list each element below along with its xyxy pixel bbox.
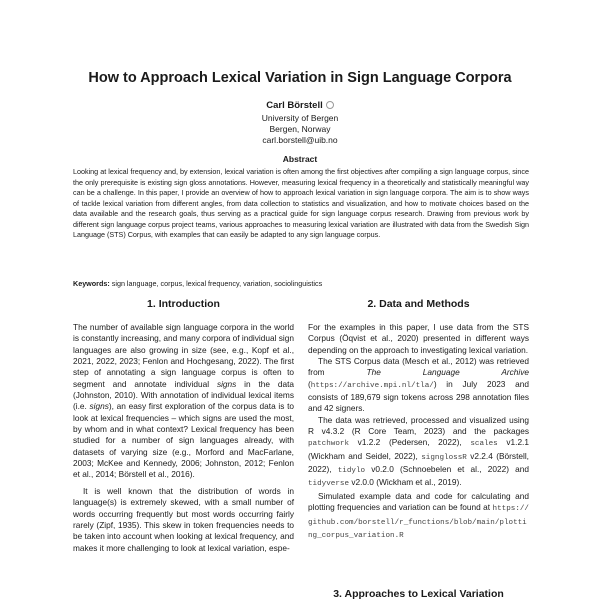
paper-title: How to Approach Lexical Variation in Sign Language Corpora [88, 70, 512, 86]
affiliation [0, 113, 600, 145]
abstract-heading: Abstract [282, 154, 318, 164]
data-paragraph-1: For the examples in this paper, I use data from the STS Corpus (Öqvist et al., 2020) presented in different ways depending on the approach to investigating lexical variation. [308, 322, 529, 355]
section-introduction-heading: 1. Introduction [147, 298, 220, 310]
orcid-icon[interactable] [326, 101, 334, 109]
data-paragraph-4: Simulated example data and code for calculating and plotting frequencies and variation can be found at https://github.com/borstell/r_functions/blob/main/plotting_corpus_variation.R [308, 490, 529, 540]
affiliation-email[interactable]: carl.borstell@uib.no [262, 134, 338, 145]
section-approaches-heading: 3. Approaches to Lexical Variation [333, 588, 504, 600]
abstract-text: Looking at lexical frequency and, by extension, lexical variation is often among the first objectives after compiling a sign language corpus, since the only prerequisite is existing sign gloss annotations. However, measuring lexical frequency in a theoretically and statistically meaningful way can be a challenge. In this paper, I provide an overview of how to approach lexical variation in sign language corpora. The aim is to show ways of tackle lexical variation from different angles, from data collection to statistics and visualization, and how to motivate choices based on the data available and the research goals, thus serving as a practical guide for sign language corpus research. Drawing from previous work by different sign language corpus project teams, various approaches to measuring lexical variation are illustrated with data from the Swedish Sign Language (STS) Corpus, with examples that can easily be adapted to any sign language corpus. [73, 167, 529, 239]
right-column [308, 322, 529, 542]
keywords [73, 279, 529, 288]
section-data-methods-heading: 2. Data and Methods [367, 298, 470, 310]
affiliation-location: Bergen, Norway [269, 123, 331, 134]
left-column [73, 322, 294, 554]
intro-paragraph-1: The number of available sign language corpora in the world is constantly increasing, and many corpora of individual sign languages are also growing in size (see, e.g., Kopf et al., 2021, 2022, 2023; Fenlon and Hochgesang, 2022). The first step of annotating a sign language corpus is often to segment and annotate individual signs in the data (Johnston, 2010). With annotation of individual lexical items (i.e. signs), an easy first exploration of the corpus data is to look at lexical frequencies – which signs are used the most, by whom and in what context? Lexical frequency has been studied for a number of sign languages already, with datasets of varying size (e.g., Morford and MacFarlane, 2003; McKee and Kennedy, 2006; Johnston, 2012; Fenlon et al., 2014; Börstell et al., 2016). [73, 322, 294, 480]
author-block [0, 100, 600, 111]
tla-link[interactable]: https://archive.mpi.nl/tla/ [310, 381, 434, 390]
affiliation-university: University of Bergen [261, 113, 339, 123]
data-paragraph-2: The STS Corpus data (Mesch et al., 2012) was retrieved from The Language Archive (https://archive.mpi.nl/tla/) in July 2023 and consists of 189,679 sign tokens across 298 annotation files and 42 signers. [308, 356, 529, 414]
github-link[interactable]: https://github.com/borstell/r_functions/blob/main/plotting_corpus_variation.R [308, 505, 529, 540]
keywords-list: sign language, corpus, lexical frequency, variation, sociolinguistics [111, 279, 323, 288]
intro-paragraph-2: It is well known that the distribution of words in language(s) is extremely skewed, with a small number of words occurring frequently but most words occurring fairly rarely (Zipf, 1935). This skew in token frequencies needs to be taken into account when looking at lexical frequency, and makes it more challenging to look at lexical variation, espe- [73, 485, 294, 553]
data-paragraph-3: The data was retrieved, processed and visualized using R v4.3.2 (R Core Team, 2023) and the packages patchwork v1.2.2 (Pedersen, 2022), scales v1.2.1 (Wickham and Seidel, 2022), signglossR v2.2.4 (Börstell, 2022), tidylo v0.2.0 (Schnoebelen et al., 2022) and tidyverse v2.0.0 (Wickham et al., 2019). [308, 414, 529, 489]
keywords-label: Keywords: [73, 279, 110, 288]
author-name: Carl Börstell [266, 100, 323, 111]
